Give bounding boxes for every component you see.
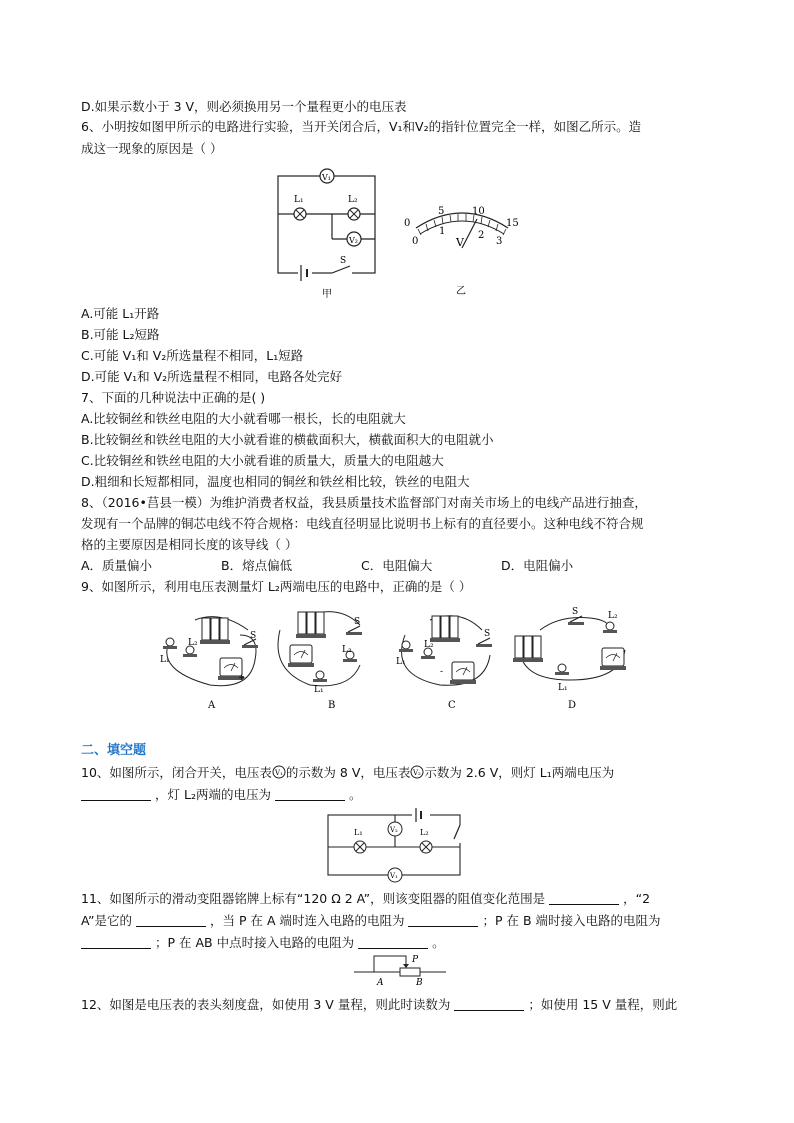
q10-text-1: 10、如图所示，闭合开关，电压表 [81, 765, 272, 780]
q6-scale-bottom-3: 3 [496, 236, 503, 247]
q8-option-c: C．电阻偏大 [361, 558, 433, 573]
q11-text-1: 11、如图所示的滑动变阻器铭牌上标有“120 Ω 2 A”，则该变阻器的阻值变化范围是 [81, 891, 546, 906]
q11-text-6: ；P 在 AB 中点时接入电路的电阻为 [155, 935, 355, 950]
q9d-l2-label: L₂ [608, 611, 618, 621]
q6-scale-top-5: 5 [438, 206, 445, 217]
q8-option-a: A．质量偏小 [81, 558, 153, 573]
q6-voltmeter-scale-yi [398, 200, 523, 300]
q9-caption-c: C [448, 700, 456, 711]
q8-stem-line2: 发现有一个品牌的铜芯电线不符合规格：电线直径明显比说明书上标有的直径要小。这种电线不符合规 [81, 516, 644, 531]
q6-option-d: D.可能 V₁和 V₂所选量程不相同，电路各处完好 [81, 369, 343, 384]
svg-text:V₂: V₂ [413, 769, 422, 777]
q12-blank-1[interactable] [454, 997, 524, 1011]
voltmeter-v2-icon [410, 765, 424, 779]
q6-v2-label: V₂ [349, 236, 358, 245]
q9-stem: 9、如图所示，利用电压表测量灯 L₂两端电压的电路中，正确的是（ ） [81, 579, 472, 594]
q10-l2-label: L₂ [420, 828, 429, 837]
q6-l1-label: L₁ [294, 195, 304, 205]
q9a-plus: + [238, 673, 246, 683]
q10-l1-label: L₁ [354, 828, 363, 837]
q11-line1 [81, 890, 650, 908]
q7-option-c: C.比较铜丝和铁丝电阻的大小就看谁的质量大，质量大的电阻越大 [81, 453, 444, 468]
q10-circuit-diagram [320, 805, 470, 885]
q9-circuit-pictures [150, 600, 650, 718]
q9b-l1-label: L₁ [314, 685, 324, 695]
q11-blank-1[interactable] [549, 891, 619, 905]
q6-stem-line2: 成这一现象的原因是（ ） [81, 141, 223, 156]
q11-rheostat-diagram [350, 950, 450, 990]
q9b-switch-label: S [354, 617, 361, 627]
q6-scale-bottom-2: 2 [478, 230, 485, 241]
q6-option-a: A.可能 L₁开路 [81, 306, 160, 321]
q7-option-b: B.比较铜丝和铁丝电阻的大小就看谁的横截面积大，横截面积大的电阻就小 [81, 432, 494, 447]
q6-switch-label: S [340, 256, 347, 266]
q6-l2-label: L₂ [348, 195, 358, 205]
q10-text-2: 的示数为 8 V，电压表 [285, 765, 411, 780]
q11-text-7: 。 [432, 935, 445, 950]
q9-caption-d: D [568, 700, 577, 711]
q10-v2-label: V₂ [390, 826, 398, 834]
q6-fig-jia-caption: 甲 [322, 289, 332, 300]
q10-text-4: ，灯 L₂两端的电压为 [155, 787, 271, 802]
q9c-minus: - [440, 667, 444, 677]
q10-blank-1[interactable] [81, 787, 151, 801]
q11-line2 [81, 912, 661, 930]
q6-stem-line1: 6、小明按如图甲所示的电路进行实验，当开关闭合后，V₁和V₂的指针位置完全一样，如图乙所示。造 [81, 119, 642, 134]
q6-scale-top-15: 15 [506, 218, 519, 229]
q9d-switch-label: S [572, 607, 579, 617]
q11-b-label: B [416, 978, 423, 988]
q9-caption-b: B [328, 700, 336, 711]
q6-scale-bottom-1: 1 [439, 226, 446, 237]
q10-text-3: 示数为 2.6 V，则灯 L₁两端电压为 [424, 765, 615, 780]
q9c-l2-label: L₂ [424, 640, 434, 650]
q9b-l2-label: L₂ [342, 645, 352, 655]
q9a-l2-label: L₂ [188, 638, 198, 648]
q7-option-d: D.粗细和长短都相同，温度也相同的铜丝和铁丝相比较，铁丝的电阻大 [81, 474, 470, 489]
q10-line1 [81, 764, 614, 782]
q10-text-5: 。 [348, 787, 362, 802]
q9a-l1-label: L₁ [160, 655, 170, 665]
q11-text-5: ；P 在 B 端时接入电路的电阻为 [482, 913, 661, 928]
svg-text:V₁: V₁ [274, 769, 283, 777]
q6-scale-top-0: 0 [404, 218, 411, 229]
section-fill-in-title: 二、填空题 [81, 743, 147, 758]
q11-blank-3[interactable] [408, 913, 478, 927]
q6-v1-label: V₁ [322, 173, 331, 182]
q6-scale-bottom-0: 0 [412, 236, 419, 247]
q9a-switch-label: S [250, 631, 257, 641]
q11-blank-4[interactable] [81, 935, 151, 949]
q11-a-label: A [377, 978, 384, 988]
q10-line2 [81, 786, 361, 804]
q6-option-b: B.可能 L₂短路 [81, 327, 160, 342]
q9c-switch-label: S [484, 629, 491, 639]
q9-caption-a: A [208, 700, 216, 711]
q5-option-d: D.如果示数小于 3 V，则必须换用另一个量程更小的电压表 [81, 99, 407, 114]
q11-p-label: P [412, 955, 419, 965]
q6-option-c: C.可能 V₁和 V₂所选量程不相同，L₁短路 [81, 348, 304, 363]
q11-blank-2[interactable] [136, 913, 206, 927]
q12-text-2: ；如使用 15 V 量程，则此 [528, 997, 678, 1012]
q11-text-3: A”是它的 [81, 913, 132, 928]
q9d-l1-label: L₁ [558, 683, 568, 693]
q8-stem-line3: 格的主要原因是相同长度的该导线（ ） [81, 537, 298, 552]
q7-stem: 7、下面的几种说法中正确的是( ) [81, 390, 266, 405]
q8-options [81, 557, 641, 575]
q8-option-d: D．电阻偏小 [501, 558, 574, 573]
q10-v1-label: V₁ [390, 872, 398, 880]
q6-scale-top-10: 10 [472, 206, 485, 217]
q12-line1 [81, 996, 677, 1014]
q6-circuit-diagram-jia [270, 162, 390, 302]
q10-blank-2[interactable] [275, 787, 345, 801]
q8-stem-line1: 8、（2016•莒县一模）为维护消费者权益，我县质量技术监督部门对南关市场上的电线产品进行抽查， [81, 495, 647, 510]
q9c-l1-label: L₁ [396, 657, 406, 667]
q11-blank-5[interactable] [358, 935, 428, 949]
q11-text-4: ，当 P 在 A 端时连入电路的电阻为 [209, 913, 405, 928]
q6-fig-yi-caption: 乙 [456, 286, 466, 297]
q6-scale-unit: V [456, 236, 464, 249]
q7-option-a: A.比较铜丝和铁丝电阻的大小就看哪一根长，长的电阻就大 [81, 411, 406, 426]
q12-text-1: 12、如图是电压表的表头刻度盘，如使用 3 V 量程，则此时读数为 [81, 997, 451, 1012]
q8-option-b: B．熔点偏低 [221, 558, 293, 573]
q11-text-2: ，“2 [623, 891, 651, 906]
voltmeter-v1-icon [272, 765, 286, 779]
